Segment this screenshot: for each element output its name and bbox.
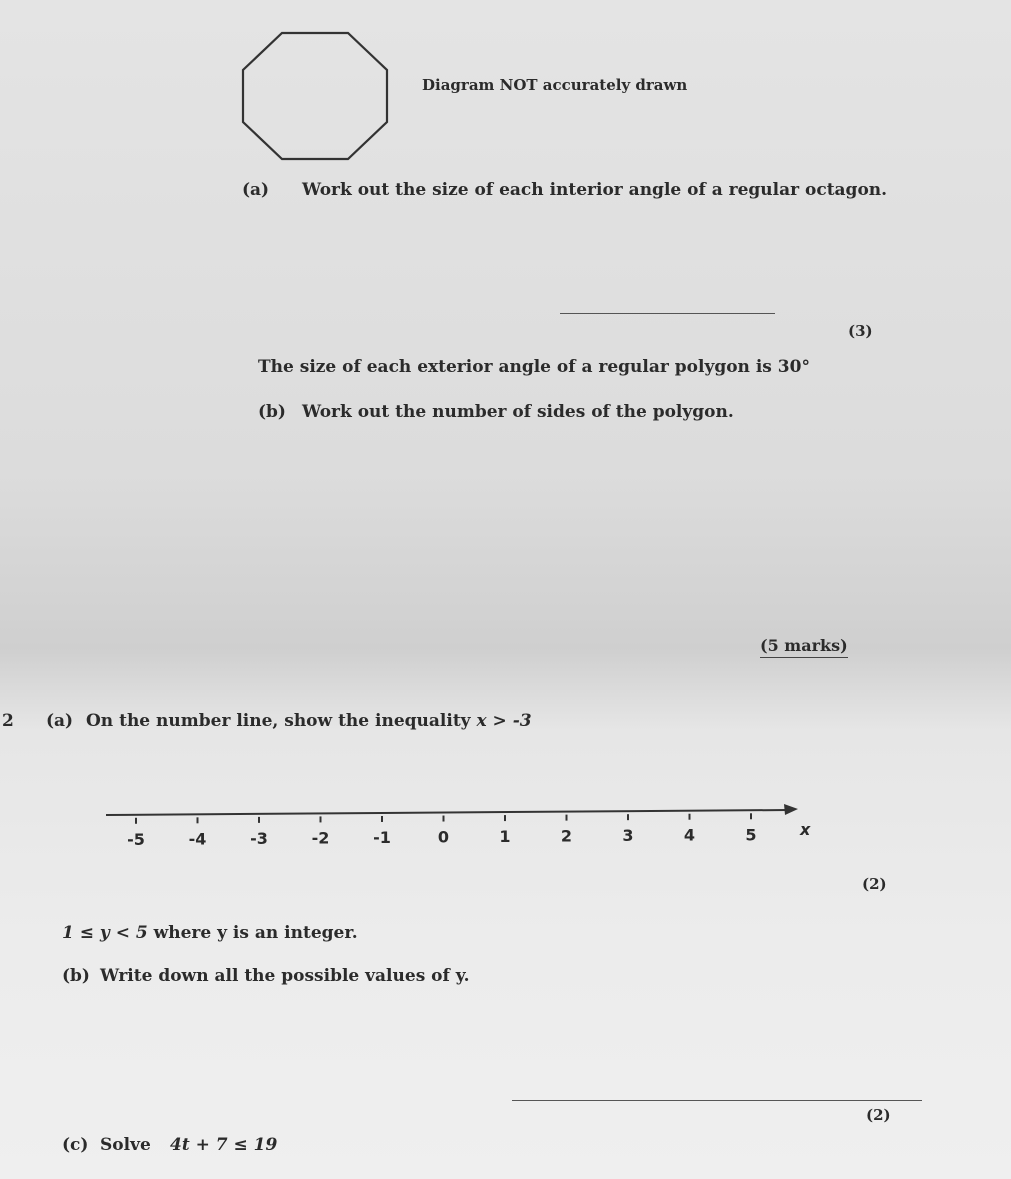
q2-condition xyxy=(62,923,358,943)
number-line-tick-label: 2 xyxy=(560,826,573,846)
number-line-tick-label: 1 xyxy=(499,827,511,847)
q1-part-a-label: (a) xyxy=(242,180,270,200)
q2-part-c-expr: 4t + 7 ≤ 19 xyxy=(170,1135,278,1155)
q2-part-c-text: Solve xyxy=(100,1135,151,1155)
number-line-tick-label: 3 xyxy=(622,826,634,846)
q1-part-b-label: (b) xyxy=(258,402,286,422)
number-line-arrow xyxy=(784,804,798,815)
q2-part-c-label: (c) xyxy=(62,1135,89,1155)
q2-part-a-label: (a) xyxy=(46,711,74,731)
q2-condition-expr: 1 ≤ y < 5 xyxy=(62,923,148,943)
number-line-tick-label: 5 xyxy=(745,825,757,845)
exterior-angle-statement xyxy=(258,357,810,377)
q2-part-b-question: Write down all the possible values of y. xyxy=(100,966,470,986)
number-line[interactable] xyxy=(100,795,840,865)
q2-part-b-label: (b) xyxy=(62,966,90,986)
octagon-diagram xyxy=(240,30,390,162)
q2-part-a-text: On the number line, show the inequality xyxy=(86,711,471,731)
number-line-axis xyxy=(106,810,788,815)
number-line-tick-label: 4 xyxy=(683,825,696,845)
number-line-tick-label: -5 xyxy=(127,829,145,849)
number-line-tick-label: -4 xyxy=(188,829,207,849)
number-line-tick-label: -1 xyxy=(373,827,391,847)
q1-part-a-marks: (3) xyxy=(848,322,873,340)
q1-part-a-question: Work out the size of each interior angle of a regular octagon. xyxy=(302,180,888,200)
number-line-tick-label: 0 xyxy=(437,827,450,847)
q2-part-a-question xyxy=(86,711,532,731)
exterior-angle-text: The size of each exterior angle of a regular polygon is xyxy=(258,357,772,377)
number-line-tick-label: -2 xyxy=(311,828,330,848)
diagram-note: Diagram NOT accurately drawn xyxy=(422,76,688,94)
q2-part-a-inequality: x > -3 xyxy=(476,711,532,731)
q2-number: 2 xyxy=(2,711,14,731)
number-line-axis-label: x xyxy=(800,820,811,839)
q1-part-a-answer-line[interactable] xyxy=(560,313,775,314)
q1-part-b-question: Work out the number of sides of the polygon. xyxy=(302,402,734,422)
q2-part-b-marks: (2) xyxy=(866,1106,891,1124)
q2-condition-text: where y is an integer. xyxy=(153,923,358,943)
q1-total-marks: (5 marks) xyxy=(760,636,848,658)
exterior-angle-value: 30° xyxy=(777,357,810,377)
number-line-tick-label: -3 xyxy=(250,828,268,848)
q2-part-b-answer-line[interactable] xyxy=(512,1100,922,1101)
q2-part-a-marks: (2) xyxy=(862,875,887,893)
